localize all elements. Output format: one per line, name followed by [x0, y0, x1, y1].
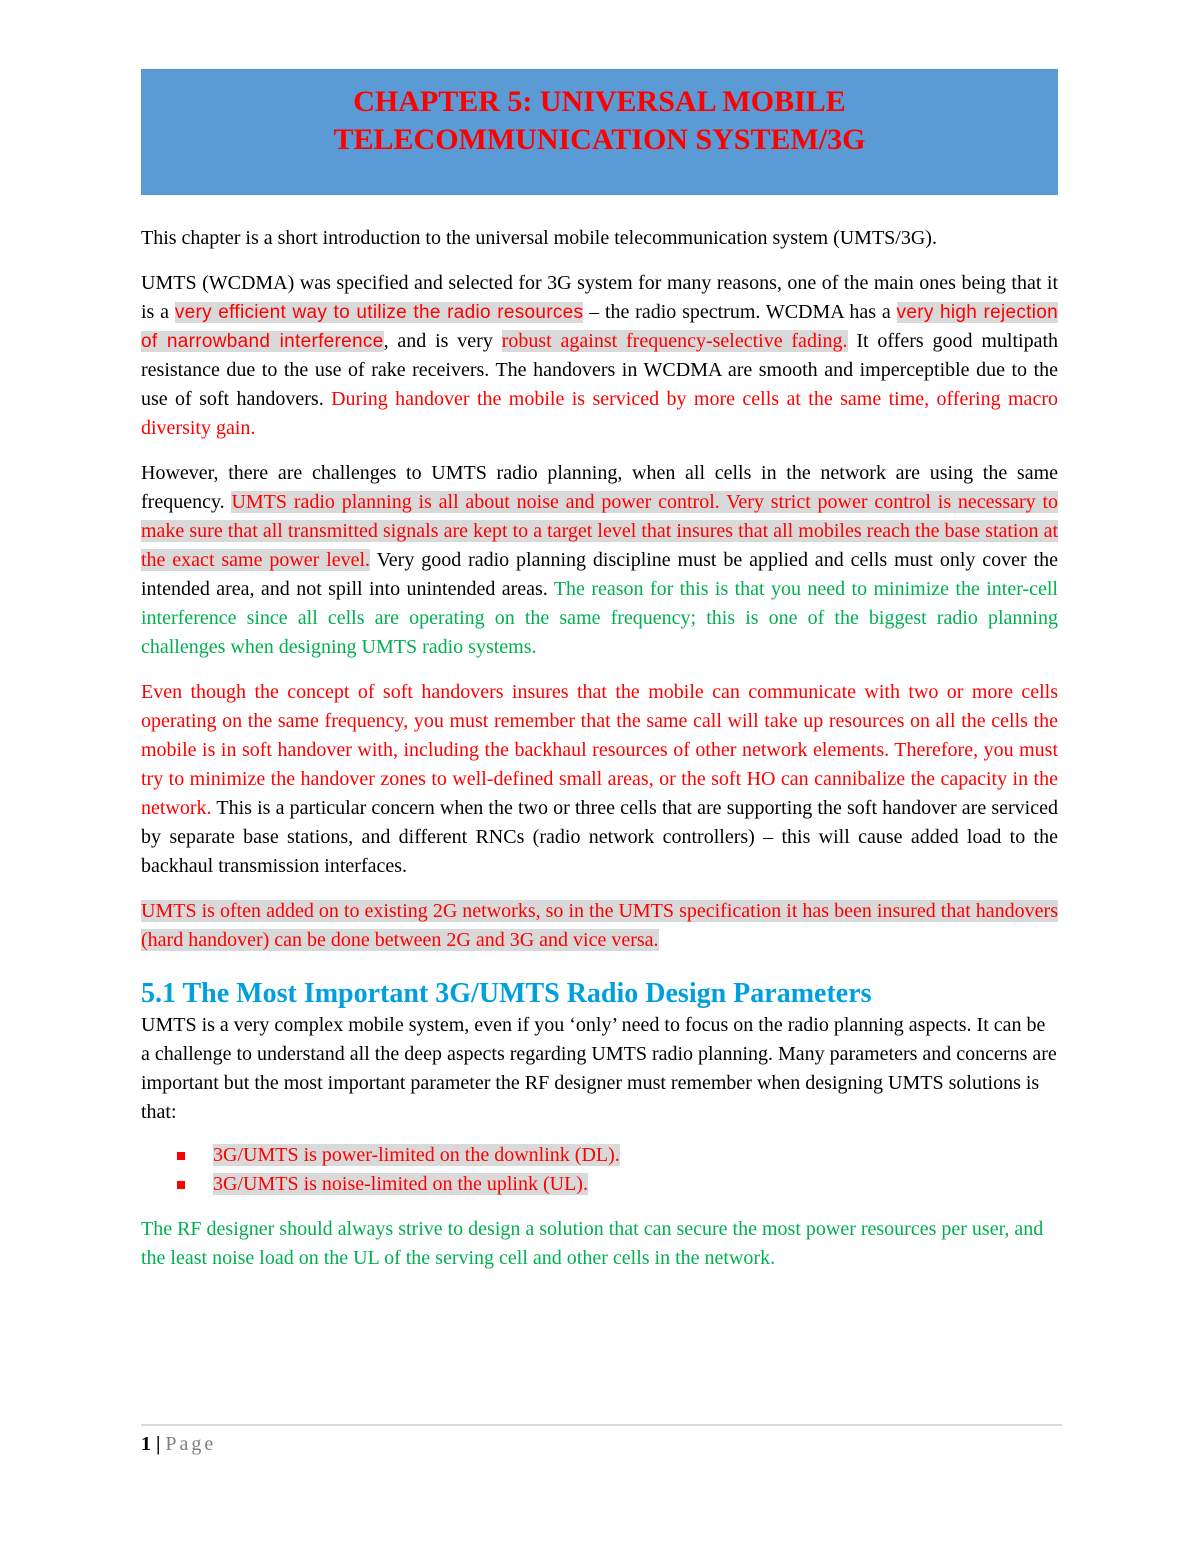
- page-label: Page: [165, 1433, 217, 1455]
- planning-text-2: Very good radio planning discipline must be applied and cells must only cover the intended area, and not spill into unintended areas.: [141, 549, 1059, 600]
- square-bullet-icon: [177, 1152, 185, 1160]
- footer-divider: [141, 1424, 1062, 1426]
- wcdma-paragraph: [141, 269, 1058, 443]
- square-bullet-icon: [177, 1181, 185, 1189]
- closing-paragraph: The RF designer should always strive to design a solution that can secure the most power resources per user, and the least noise load on the UL of the serving cell and other cells in the network.: [141, 1218, 1044, 1269]
- body-text: [141, 224, 1058, 1287]
- wcdma-text-4: It offers good multipath resistance due to the use of rake receivers. The handovers in WCDMA are smooth and imperceptible due to the use of soft handovers.: [141, 330, 1058, 410]
- chapter-title-line2: TELECOMMUNICATION SYSTEM/3G: [333, 123, 866, 156]
- chapter-title: [141, 83, 1058, 159]
- page-footer: [141, 1430, 216, 1458]
- highlight-power-control: UMTS radio planning is all about noise and power control. Very strict power control is necessary to make sure that all transmitted signals are kept to a target level that insures that all mobiles reach the base station at the exact same power level.: [141, 491, 1058, 571]
- page-number: 1: [141, 1433, 151, 1455]
- soft-handover-text: Even though the concept of soft handovers insures that the mobile can communicate with two or more cells operating on the same frequency, you must remember that the same call will take up resources on all the cells the mobile is in soft handover with, including the backhaul resources of other network elements. Therefore, you must try to minimize the handover zones to well-defined small areas, or the soft HO can cannibalize the capacity in the network.: [141, 681, 1058, 819]
- highlight-robust-fading: robust against frequency-selective fading.: [501, 330, 848, 352]
- planning-text-1: However, there are challenges to UMTS radio planning, when all cells in the network are using the same frequency.: [141, 462, 1058, 513]
- chapter-title-line1: CHAPTER 5: UNIVERSAL MOBILE: [353, 85, 846, 118]
- bullet-text-downlink: 3G/UMTS is power-limited on the downlink (DL).: [213, 1144, 620, 1166]
- highlight-narrowband-rejection: very high rejection of narrowband interference: [141, 302, 1059, 352]
- backhaul-concern-text: This is a particular concern when the two or three cells that are supporting the soft handover are serviced by separate base stations, and different RNCs (radio network controllers) – this will cause added load to the backhaul transmission interfaces.: [141, 797, 1058, 877]
- highlight-efficient-radio: very efficient way to utilize the radio resources: [174, 302, 584, 323]
- macro-diversity-text: During handover the mobile is serviced by more cells at the same time, offering macro diversity gain.: [141, 388, 1058, 439]
- chapter-banner: [141, 69, 1058, 195]
- intro-paragraph: This chapter is a short introduction to the universal mobile telecommunication system (UMTS/3G).: [141, 227, 937, 249]
- wcdma-text-1: UMTS (WCDMA) was specified and selected for 3G system for many reasons, one of the main ones being that it is a: [141, 272, 1058, 323]
- wcdma-text-3: , and is very: [383, 330, 502, 352]
- hard-handover-paragraph: [141, 897, 1058, 955]
- highlight-hard-handover: UMTS is often added on to existing 2G networks, so in the UMTS specification it has been insured that handovers (hard handover) can be done between 2G and 3G and vice versa.: [141, 900, 1058, 951]
- soft-handover-paragraph: [141, 678, 1058, 881]
- section-paragraph: UMTS is a very complex mobile system, even if you ‘only’ need to focus on the radio planning aspects. It can be a challenge to understand all the deep aspects regarding UMTS radio planning. Many parameters and concerns are important but the most important parameter the RF designer must remember when designing UMTS solutions is that:: [141, 1014, 1057, 1123]
- footer-separator: |: [151, 1433, 166, 1455]
- radio-planning-paragraph: [141, 459, 1058, 662]
- list-item: [141, 1141, 1058, 1170]
- wcdma-text-2: – the radio spectrum. WCDMA has a: [583, 301, 897, 323]
- interference-reason-text: The reason for this is that you need to minimize the inter-cell interference since all cells are operating on the same frequency; this is one of the biggest radio planning challenges when designing UMTS radio systems.: [141, 578, 1058, 658]
- list-item: [141, 1170, 1058, 1199]
- bullet-list: [141, 1141, 1058, 1199]
- bullet-text-uplink: 3G/UMTS is noise-limited on the uplink (UL).: [213, 1173, 588, 1195]
- section-heading: 5.1 The Most Important 3G/UMTS Radio Design Parameters: [141, 978, 872, 1009]
